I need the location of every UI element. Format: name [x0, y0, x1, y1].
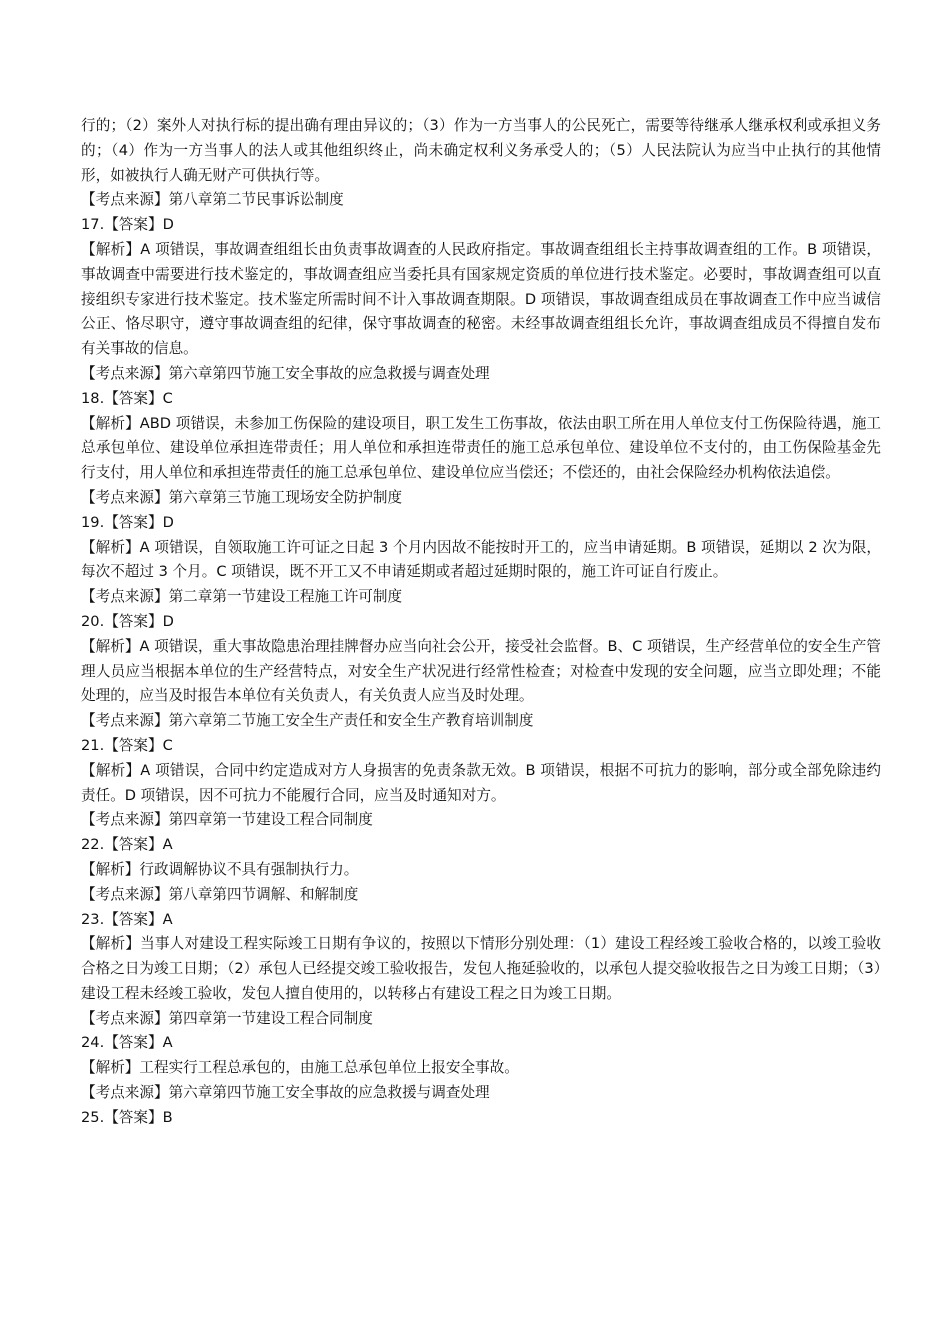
answer-block-17	[81, 213, 881, 387]
analysis-paragraph: 【解析】A 项错误，重大事故隐患治理挂牌督办应当向社会公开，接受社会监督。B、C 项错误，生产经营单位的安全生产管理人员应当根据本单位的生产经营特点，对安全生产状况进行经常性检查；对检查中发现的安全问题，应当立即处理；不能处理的，应当及时报告本单位有关负责人，有关负责人应当及时处理。	[81, 637, 881, 705]
source-line: 【考点来源】第四章第一节建设工程合同制度	[81, 811, 373, 829]
answer-block-22	[81, 833, 881, 907]
analysis-paragraph: 【解析】A 项错误，合同中约定造成对方人身损害的免责条款无效。B 项错误，根据不可抗力的影响，部分或全部免除违约责任。D 项错误，因不可抗力不能履行合同，应当及时通知对方。	[81, 761, 881, 804]
intro-source: 【考点来源】第八章第二节民事诉讼制度	[81, 191, 344, 209]
answer-block-24	[81, 1031, 881, 1105]
analysis-paragraph: 【解析】当事人对建设工程实际竣工日期有争议的，按照以下情形分别处理：（1）建设工程经竣工验收合格的，以竣工验收合格之日为竣工日期；（2）承包人已经提交竣工验收报告，发包人拖延验收的，以承包人提交验收报告之日为竣工日期；（3）建设工程未经竣工验收，发包人擅自使用的，以转移占有建设工程之日为竣工日期。	[81, 935, 881, 1002]
source-line: 【考点来源】第六章第二节施工安全生产责任和安全生产教育培训制度	[81, 712, 534, 730]
answer-line: 20.【答案】D	[81, 612, 174, 630]
answer-block-18	[81, 387, 881, 511]
analysis-paragraph: 【解析】A 项错误，自领取施工许可证之日起 3 个月内因故不能按时开工的，应当申请延期。B 项错误，延期以 2 次为限，每次不超过 3 个月。C 项错误，既不开工又不申请延期或者超过延期时限的，施工许可证自行废止。	[81, 538, 881, 581]
source-line: 【考点来源】第六章第四节施工安全事故的应急救援与调查处理	[81, 364, 490, 382]
answer-block-21	[81, 734, 881, 833]
answer-block-19	[81, 511, 881, 610]
source-line: 【考点来源】第八章第四节调解、和解制度	[81, 885, 359, 903]
answer-block-20	[81, 610, 881, 734]
answer-line: 23.【答案】A	[81, 910, 173, 928]
answer-line: 19.【答案】D	[81, 513, 174, 531]
answer-line: 18.【答案】C	[81, 389, 173, 407]
source-line: 【考点来源】第六章第三节施工现场安全防护制度	[81, 488, 403, 506]
analysis-paragraph: 【解析】行政调解协议不具有强制执行力。	[81, 860, 359, 878]
source-line: 【考点来源】第二章第一节建设工程施工许可制度	[81, 588, 403, 606]
document-page	[81, 114, 881, 1131]
intro-paragraph: 行的；（2）案外人对执行标的提出确有理由异议的；（3）作为一方当事人的公民死亡，需要等待继承人继承权利或承担义务的；（4）作为一方当事人的法人或其他组织终止，尚未确定权利义务承受人的；（5）人民法院认为应当中止执行的其他情形，如被执行人确无财产可供执行等。	[81, 117, 881, 184]
answer-block-23	[81, 908, 881, 1032]
answer-line-25: 25.【答案】B	[81, 1108, 173, 1126]
source-line: 【考点来源】第四章第一节建设工程合同制度	[81, 1009, 373, 1027]
answer-line: 24.【答案】A	[81, 1034, 173, 1052]
answer-line: 21.【答案】C	[81, 736, 173, 754]
source-line: 【考点来源】第六章第四节施工安全事故的应急救援与调查处理	[81, 1084, 490, 1102]
analysis-paragraph: 【解析】工程实行工程总承包的，由施工总承包单位上报安全事故。	[81, 1059, 519, 1077]
analysis-paragraph: 【解析】ABD 项错误，未参加工伤保险的建设项目，职工发生工伤事故，依法由职工所在用人单位支付工伤保险待遇，施工总承包单位、建设单位承担连带责任；用人单位和承担连带责任的施工总承包单位、建设单位不支付的，由工伤保险基金先行支付，用人单位和承担连带责任的施工总承包单位、建设单位应当偿还；不偿还的，由社会保险经办机构依法追偿。	[81, 414, 881, 482]
answer-line: 17.【答案】D	[81, 216, 174, 234]
answer-line: 22.【答案】A	[81, 836, 173, 854]
analysis-paragraph: 【解析】A 项错误，事故调查组组长由负责事故调查的人民政府指定。事故调查组组长主持事故调查组的工作。B 项错误，事故调查中需要进行技术鉴定的，事故调查组应当委托具有国家规定资质的单位进行技术鉴定。必要时，事故调查组可以直接组织专家进行技术鉴定。技术鉴定所需时间不计入事故调查期限。D 项错误，事故调查组成员在事故调查工作中应当诚信公正、恪尽职守，遵守事故调查组的纪律，保守事故调查的秘密。未经事故调查组组长允许，事故调查组成员不得擅自发布有关事故的信息。	[81, 240, 881, 358]
